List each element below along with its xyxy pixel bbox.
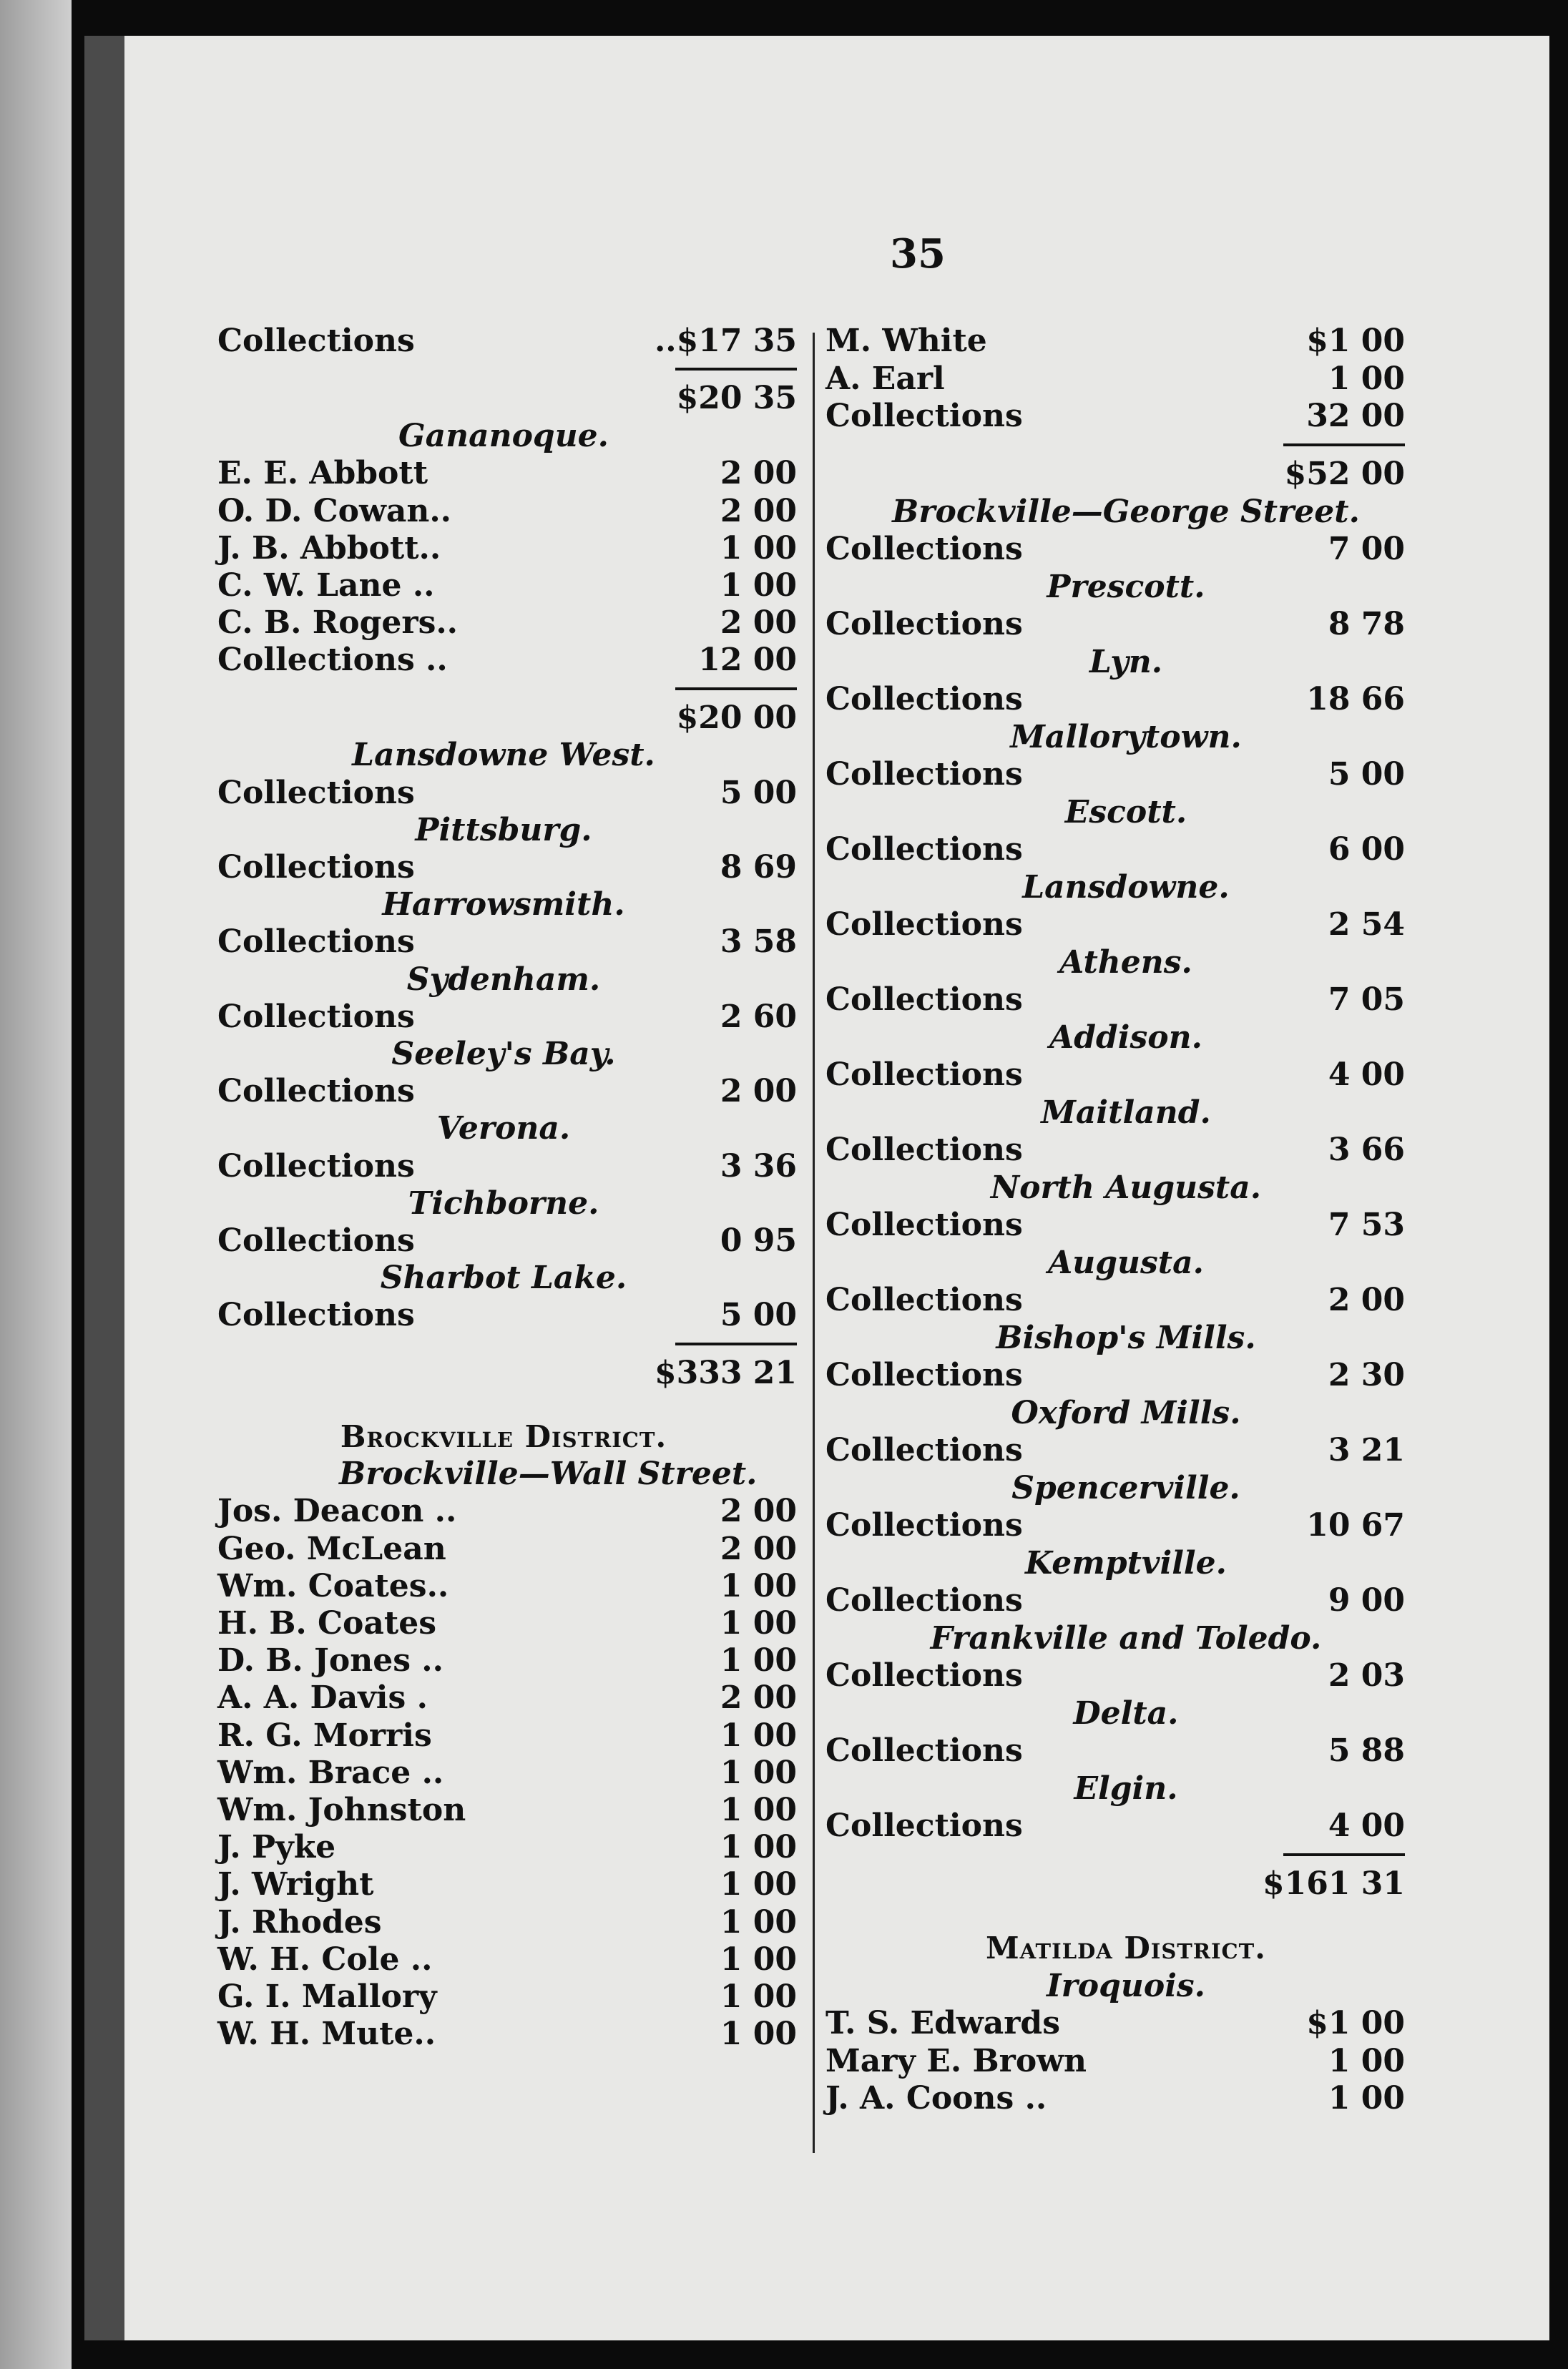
entry-name: Wm. Brace .. <box>217 1754 444 1791</box>
entry-name: Collections <box>825 1357 1023 1394</box>
location-heading: Escott. <box>1064 793 1187 830</box>
ledger-entry <box>825 2079 1405 2118</box>
entry-name: Collections <box>825 398 1023 434</box>
location-heading: Sharbot Lake. <box>380 1260 627 1297</box>
entry-name: Collections <box>825 1432 1023 1469</box>
location-heading: Brockville—Wall Street. <box>339 1456 758 1493</box>
total-rule <box>675 1343 797 1345</box>
location-heading: Delta. <box>1073 1694 1179 1732</box>
entry-amount: 2 60 <box>720 998 797 1035</box>
entry-amount: 1 00 <box>720 1792 797 1829</box>
entry-name: Collections <box>825 756 1023 793</box>
ledger-entry <box>217 492 797 531</box>
entry-amount: 5 88 <box>1328 1732 1405 1770</box>
ledger-entry <box>217 1754 797 1792</box>
entry-amount: 2 00 <box>1328 1282 1405 1319</box>
location-heading: Spencerville. <box>1011 1469 1240 1506</box>
total-rule <box>675 687 797 690</box>
location-heading: Pittsburg. <box>415 811 592 848</box>
entry-name: E. E. Abbott <box>217 455 428 492</box>
ledger-entry <box>825 1206 1405 1245</box>
entry-amount: 1 00 <box>720 1903 797 1941</box>
book-binding <box>84 36 124 2340</box>
entry-name: Collections <box>825 1582 1023 1619</box>
entry-amount: 1 00 <box>720 1829 797 1866</box>
ledger-entry <box>825 830 1405 869</box>
entry-amount: 32 00 <box>1306 398 1405 434</box>
location-heading: Brockville—George Street. <box>892 493 1360 530</box>
entry-name: Collections .. <box>217 642 448 679</box>
ledger-entry <box>217 1296 797 1335</box>
entry-amount: 1 00 <box>720 1941 797 1978</box>
entry-name: Collections <box>825 1732 1023 1770</box>
total-rule <box>1283 1853 1405 1856</box>
location-heading: Oxford Mills. <box>1011 1394 1241 1431</box>
location-heading: Tichborne. <box>408 1184 599 1222</box>
location-heading: Augusta. <box>1048 1244 1204 1281</box>
ledger-entry <box>825 322 1405 360</box>
entry-amount: ..$17 35 <box>654 323 797 359</box>
ledger-entry <box>217 1679 797 1717</box>
location-heading: Lyn. <box>1089 643 1163 680</box>
entry-name: R. G. Morris <box>217 1717 432 1754</box>
ledger-entry <box>825 1356 1405 1395</box>
entry-amount: 7 05 <box>1328 981 1405 1019</box>
ledger-entry <box>217 1941 797 1979</box>
entry-name: A. A. Davis . <box>217 1679 428 1717</box>
entry-amount: 2 30 <box>1328 1357 1405 1394</box>
location-heading: Mallorytown. <box>1010 718 1242 755</box>
entry-amount: 8 78 <box>1328 606 1405 643</box>
ledger-entry <box>825 906 1405 944</box>
entry-name: Collections <box>825 1507 1023 1544</box>
ledger-entry <box>217 998 797 1036</box>
entry-name: Collections <box>217 1297 415 1334</box>
location-heading: Lansdowne. <box>1022 868 1230 906</box>
entry-name: W. H. Cole .. <box>217 1941 433 1978</box>
entry-name: Collections <box>825 1657 1023 1694</box>
entry-amount: 1 00 <box>720 1754 797 1791</box>
entry-name: G. I. Mallory <box>217 1978 437 2016</box>
entry-name: Collections <box>825 606 1023 643</box>
ledger-entry <box>217 322 797 360</box>
entry-amount: 3 66 <box>1328 1132 1405 1169</box>
location-heading: Kemptville. <box>1025 1544 1227 1581</box>
entry-amount: 2 00 <box>720 1493 797 1530</box>
entry-name: Collections <box>217 998 415 1035</box>
column-divider <box>813 333 815 2153</box>
entry-amount: 5 00 <box>1328 756 1405 793</box>
ledger-entry <box>825 360 1405 398</box>
entry-name: Collections <box>825 1808 1023 1845</box>
ledger-entry <box>825 755 1405 794</box>
entry-name: Collections <box>217 849 415 886</box>
entry-name: Collections <box>217 923 415 961</box>
location-heading: Verona. <box>436 1110 571 1147</box>
entry-amount: 9 00 <box>1328 1582 1405 1619</box>
ledger-entry <box>825 1281 1405 1320</box>
entry-amount: 3 21 <box>1328 1432 1405 1469</box>
ledger-entry <box>217 1530 797 1569</box>
ledger-entry <box>217 1147 797 1186</box>
page-number: 35 <box>890 230 946 278</box>
entry-name: Collections <box>825 906 1023 943</box>
location-heading: Harrowsmith. <box>382 886 625 923</box>
entry-amount: 2 03 <box>1328 1657 1405 1694</box>
entry-amount: 6 00 <box>1328 831 1405 868</box>
entry-amount: 7 00 <box>1328 531 1405 568</box>
ledger-entry <box>825 1807 1405 1845</box>
subtotal: $20 35 <box>676 380 797 417</box>
ledger-entry <box>217 1828 797 1867</box>
entry-name: Collections <box>217 323 415 359</box>
ledger-entry <box>825 1056 1405 1094</box>
ledger-entry <box>217 641 797 680</box>
entry-name: J. Wright <box>217 1866 374 1903</box>
entry-name: Collections <box>825 1282 1023 1319</box>
ledger-entry <box>825 1732 1405 1770</box>
ledger-entry <box>825 680 1405 719</box>
entry-amount: 3 36 <box>720 1147 797 1184</box>
location-heading: Bishop's Mills. <box>996 1319 1256 1356</box>
subtotal: $333 21 <box>654 1354 797 1391</box>
location-heading: Elgin. <box>1074 1770 1178 1807</box>
entry-amount: 1 00 <box>1328 2042 1405 2079</box>
ledger-entry <box>825 397 1405 436</box>
location-heading: Seeley's Bay. <box>391 1036 616 1073</box>
entry-name: Collections <box>217 1073 415 1110</box>
subtotal: $161 31 <box>1262 1865 1405 1902</box>
location-heading: Gananoque. <box>398 418 609 455</box>
entry-amount: 2 00 <box>720 1073 797 1110</box>
ledger-entry <box>217 774 797 813</box>
ledger-entry <box>217 566 797 605</box>
ledger-entry <box>217 1903 797 1942</box>
entry-amount: 1 00 <box>720 1717 797 1754</box>
entry-amount: 1 00 <box>720 1978 797 2016</box>
ledger-entry <box>825 1581 1405 1620</box>
ledger-entry <box>825 530 1405 569</box>
ledger-entry <box>217 848 797 887</box>
ledger-entry <box>217 1717 797 1755</box>
ledger-entry <box>217 1978 797 2016</box>
entry-name: O. D. Cowan.. <box>217 492 451 529</box>
entry-amount: 1 00 <box>720 1605 797 1642</box>
ledger-entry <box>217 604 797 642</box>
ledger-entry <box>825 1657 1405 1695</box>
entry-name: W. H. Mute.. <box>217 2016 436 2053</box>
entry-amount: 3 58 <box>720 923 797 961</box>
ledger-entry <box>217 1865 797 1904</box>
ledger-entry <box>217 1567 797 1606</box>
ledger-entry <box>217 529 797 568</box>
entry-name: A. Earl <box>825 360 945 397</box>
ledger-entry <box>825 2042 1405 2081</box>
entry-name: M. White <box>825 323 987 359</box>
entry-name: J. Pyke <box>217 1829 336 1866</box>
entry-name: Collections <box>217 774 415 811</box>
entry-amount: 1 00 <box>720 1567 797 1604</box>
entry-amount: 7 53 <box>1328 1207 1405 1244</box>
ledger-entry <box>217 1222 797 1260</box>
ledger-entry <box>217 1642 797 1680</box>
location-heading: Frankville and Toledo. <box>930 1619 1322 1657</box>
entry-amount: 1 00 <box>720 1642 797 1679</box>
ledger-entry <box>825 1506 1405 1545</box>
entry-amount: 0 95 <box>720 1222 797 1260</box>
location-heading: Prescott. <box>1047 568 1205 605</box>
entry-name: Collections <box>825 681 1023 718</box>
entry-name: Collections <box>825 1056 1023 1094</box>
entry-name: Mary E. Brown <box>825 2042 1087 2079</box>
entry-amount: 2 00 <box>720 1679 797 1717</box>
entry-name: Collections <box>217 1222 415 1260</box>
entry-amount: 1 00 <box>1328 360 1405 397</box>
entry-name: Collections <box>825 831 1023 868</box>
ledger-entry <box>217 1492 797 1531</box>
entry-amount: 1 00 <box>720 1866 797 1903</box>
entry-name: Jos. Deacon .. <box>217 1493 457 1530</box>
entry-amount: 2 54 <box>1328 906 1405 943</box>
entry-name: Collections <box>217 1147 415 1184</box>
entry-name: H. B. Coates <box>217 1605 437 1642</box>
entry-name: J. B. Abbott.. <box>217 529 441 566</box>
entry-amount: 1 00 <box>720 529 797 566</box>
entry-amount: 5 00 <box>720 774 797 811</box>
ledger-entry <box>825 2004 1405 2043</box>
entry-amount: 2 00 <box>720 1530 797 1567</box>
total-rule <box>675 368 797 371</box>
ledger-entry <box>825 1431 1405 1470</box>
entry-name: Wm. Johnston <box>217 1792 466 1829</box>
entry-name: Collections <box>825 981 1023 1019</box>
ledger-entry <box>825 1131 1405 1169</box>
location-heading: Lansdowne West. <box>352 737 655 774</box>
entry-name: Wm. Coates.. <box>217 1567 449 1604</box>
entry-amount: 4 00 <box>1328 1808 1405 1845</box>
ledger-entry <box>217 923 797 961</box>
entry-amount: 2 00 <box>720 604 797 642</box>
location-heading: Iroquois. <box>1046 1967 1206 2004</box>
entry-name: J. Rhodes <box>217 1903 382 1941</box>
ledger-entry <box>825 605 1405 644</box>
entry-name: D. B. Jones .. <box>217 1642 444 1679</box>
entry-amount: $1 00 <box>1306 2005 1405 2041</box>
ledger-entry <box>217 1791 797 1830</box>
entry-amount: 2 00 <box>720 455 797 492</box>
entry-name: Geo. McLean <box>217 1530 446 1567</box>
entry-amount: $1 00 <box>1306 323 1405 359</box>
entry-amount: 2 00 <box>720 492 797 529</box>
ledger-entry <box>217 2015 797 2054</box>
location-heading: Addison. <box>1049 1019 1202 1056</box>
ledger-entry <box>825 981 1405 1019</box>
entry-name: Collections <box>825 1207 1023 1244</box>
location-heading: Sydenham. <box>406 961 601 998</box>
entry-name: C. B. Rogers.. <box>217 604 458 642</box>
entry-name: C. W. Lane .. <box>217 566 435 604</box>
subtotal: $20 00 <box>676 699 797 736</box>
ledger-entry <box>217 1604 797 1643</box>
district-heading: Brockville District. <box>340 1419 667 1455</box>
total-rule <box>1283 443 1405 446</box>
location-heading: Athens. <box>1059 943 1192 981</box>
entry-amount: 8 69 <box>720 849 797 886</box>
entry-amount: 4 00 <box>1328 1056 1405 1094</box>
entry-amount: 10 67 <box>1306 1507 1405 1544</box>
entry-amount: 18 66 <box>1306 681 1405 718</box>
district-heading: Matilda District. <box>986 1931 1266 1966</box>
subtotal: $52 00 <box>1284 455 1405 492</box>
entry-amount: 1 00 <box>720 566 797 604</box>
entry-name: J. A. Coons .. <box>825 2080 1047 2117</box>
ledger-entry <box>217 454 797 493</box>
ledger-entry <box>217 1072 797 1111</box>
entry-amount: 1 00 <box>720 2016 797 2053</box>
entry-amount: 12 00 <box>698 642 797 679</box>
location-heading: Maitland. <box>1041 1094 1211 1131</box>
location-heading: North Augusta. <box>990 1169 1262 1206</box>
ledger-page <box>124 36 1549 2340</box>
entry-name: T. S. Edwards <box>825 2005 1060 2041</box>
entry-name: Collections <box>825 1132 1023 1169</box>
entry-amount: 5 00 <box>720 1297 797 1334</box>
adjacent-page-edge <box>0 0 72 2369</box>
entry-amount: 1 00 <box>1328 2080 1405 2117</box>
entry-name: Collections <box>825 531 1023 568</box>
